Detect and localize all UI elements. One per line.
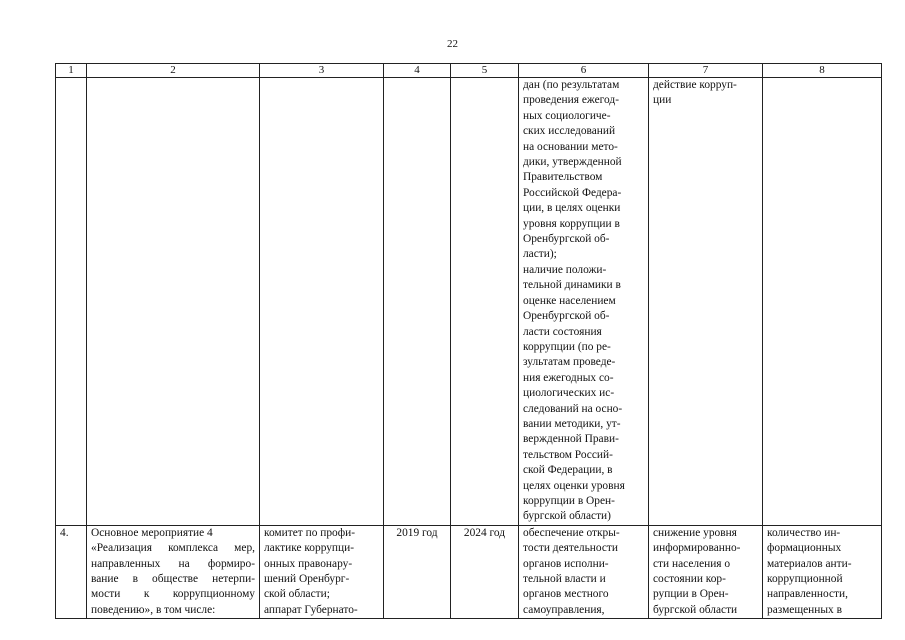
cell-line: циологических ис- [523, 387, 615, 400]
cell-line: материалов анти- [767, 557, 852, 570]
cell-row-number: 4. [56, 525, 87, 618]
cell-line: тельной динамики в [523, 279, 621, 292]
cell-line: Оренбургской об- [523, 233, 610, 246]
table-row-continued [56, 78, 882, 526]
cell-line: поведению», в том числе: [91, 603, 216, 616]
cell-line: зультатам проведе- [523, 356, 616, 369]
cell-indicators [763, 525, 882, 618]
column-header: 7 [649, 64, 763, 78]
column-header: 8 [763, 64, 882, 78]
cell-line: сти населения о [653, 557, 731, 570]
cell-line: бургской области) [523, 510, 611, 523]
cell-line: ской области; [264, 588, 330, 601]
cell-line: действие корруп- [653, 79, 737, 91]
cell-expected-results [649, 78, 763, 526]
cell-empty [763, 78, 882, 526]
cell-line: тельной власти и [523, 573, 606, 585]
cell-expected-results [649, 525, 763, 618]
column-header: 5 [451, 64, 519, 78]
cell-start-year: 2019 год [384, 525, 451, 618]
cell-executor [260, 525, 384, 618]
cell-line: уровня коррупции в [523, 217, 620, 230]
cell-line: обеспечение откры- [523, 526, 620, 539]
cell-line: вании методики, ут- [523, 417, 621, 430]
page-number: 22 [447, 38, 458, 50]
cell-target-indicators [519, 525, 649, 618]
program-table [55, 63, 882, 619]
cell-line: ных социологиче- [523, 109, 611, 122]
cell-line: оценке населением [523, 294, 616, 307]
cell-line: Оренбургской об- [523, 310, 610, 323]
cell-line: информированно- [653, 542, 741, 555]
cell-line: направленных на формиро- [91, 557, 255, 570]
cell-line: дики, утвержденной [523, 156, 622, 169]
cell-measure-name [87, 525, 260, 618]
cell-line: ции [653, 94, 672, 107]
cell-line: ния ежегодных со- [523, 371, 614, 384]
cell-end-year: 2024 год [451, 525, 519, 618]
cell-empty [87, 78, 260, 526]
cell-line: наличие положи- [523, 263, 607, 276]
cell-line: следований на осно- [523, 402, 623, 415]
cell-line: ласти состояния [523, 325, 602, 338]
column-header: 4 [384, 64, 451, 78]
cell-line: рупции в Орен- [653, 588, 729, 601]
cell-line: шений Оренбург- [264, 573, 350, 585]
cell-line: лактике коррупци- [264, 542, 355, 555]
cell-line: Российской Федера- [523, 186, 622, 199]
column-header: 1 [56, 64, 87, 78]
cell-line: органов исполни- [523, 557, 609, 570]
cell-line: ласти); [523, 248, 557, 261]
cell-line: комитет по профи- [264, 526, 355, 539]
cell-line: тости деятельности [523, 542, 618, 555]
cell-line: бургской области [653, 603, 738, 616]
column-header: 3 [260, 64, 384, 78]
cell-line: мости к коррупционному [91, 588, 255, 601]
column-header: 2 [87, 64, 260, 78]
cell-line: состоянии кор- [653, 573, 726, 585]
cell-line: тельством Россий- [523, 448, 613, 461]
cell-line: Основное мероприятие 4 [91, 526, 213, 539]
column-header: 6 [519, 64, 649, 78]
cell-line: вание в обществе нетерпи- [91, 573, 255, 585]
cell-line: ции, в целях оценки [523, 202, 621, 215]
column-number-row [56, 64, 882, 78]
cell-line: целях оценки уровня [523, 479, 625, 492]
cell-line: дан (по результатам [523, 79, 620, 91]
cell-line: коррупционной [767, 573, 843, 585]
cell-line: направленности, [767, 588, 848, 601]
cell-line: на основании мето- [523, 140, 618, 153]
cell-line: самоуправления, [523, 603, 605, 616]
cell-line: коррупции (по ре- [523, 340, 611, 353]
cell-target-indicators [519, 78, 649, 526]
cell-empty [384, 78, 451, 526]
cell-line: Правительством [523, 171, 603, 184]
cell-line: ской Федерации, в [523, 464, 613, 477]
cell-line: вержденной Прави- [523, 433, 619, 446]
cell-line: аппарат Губернато- [264, 603, 358, 616]
cell-line: органов местного [523, 588, 609, 601]
table-row-measure-4 [56, 525, 882, 618]
cell-line: проведения ежегод- [523, 94, 620, 107]
cell-line: онных правонару- [264, 557, 353, 570]
cell-line: формационных [767, 542, 842, 555]
cell-line: количество ин- [767, 526, 841, 539]
cell-empty [260, 78, 384, 526]
cell-empty [56, 78, 87, 526]
cell-line: ских исследований [523, 125, 616, 138]
cell-empty [451, 78, 519, 526]
cell-line: снижение уровня [653, 526, 737, 539]
cell-line: размещенных в [767, 603, 842, 616]
cell-line: коррупции в Орен- [523, 494, 615, 507]
cell-line: «Реализация комплекса мер, [91, 542, 255, 555]
